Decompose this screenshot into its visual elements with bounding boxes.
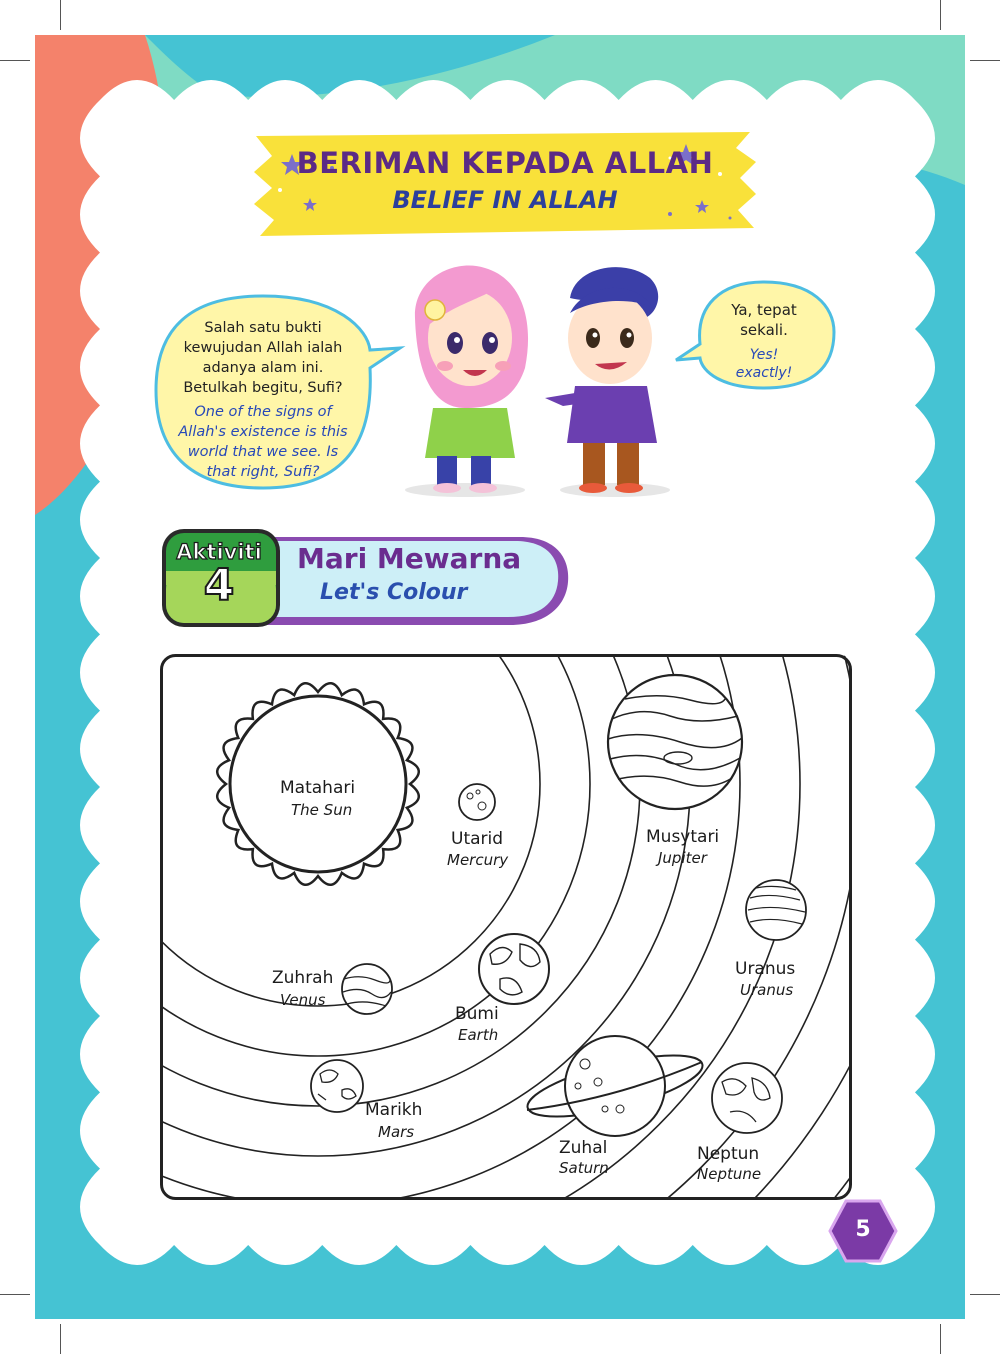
title-banner [250, 128, 760, 240]
mars-label-english: Mars [378, 1123, 415, 1141]
saturn-label-english: Saturn [559, 1159, 609, 1177]
venus-label: Zuhrah [272, 968, 334, 988]
mars-label: Marikh [365, 1100, 423, 1120]
earth-label: Bumi [455, 1004, 499, 1024]
speech-right-english: Yes! exactly! [735, 347, 793, 381]
page-number: 5 [855, 1217, 871, 1242]
jupiter-label-english: Jupiter [658, 849, 707, 867]
jupiter-label: Musytari [646, 827, 720, 847]
children-illustration [395, 258, 685, 503]
uranus-label-english: Uranus [740, 981, 794, 999]
page-subtitle: BELIEF IN ALLAH [392, 186, 618, 214]
sun-label: Matahari [280, 778, 356, 798]
neptune-label: Neptun [697, 1144, 760, 1164]
mercury-label: Utarid [451, 829, 504, 849]
speech-left-english: One of the signs of Allah's existence is this world that we see. Is that right, Sufi? [178, 404, 348, 480]
uranus-label: Uranus [735, 959, 796, 979]
venus-label-english: Venus [280, 991, 326, 1009]
activity-subtitle: Let's Colour [320, 580, 468, 605]
activity-title: Mari Mewarna [297, 542, 522, 575]
earth-label-english: Earth [458, 1026, 499, 1044]
activity-label: Aktiviti [176, 540, 262, 564]
page-title: BERIMAN KEPADA ALLAH [296, 146, 714, 180]
speech-right-malay: Ya, tepat sekali. [731, 301, 797, 339]
activity-number: 4 [203, 560, 235, 611]
mercury-label-english: Mercury [447, 851, 509, 869]
solar-system-illustration [160, 654, 852, 1200]
neptune-label-english: Neptune [697, 1165, 762, 1183]
saturn-label: Zuhal [559, 1138, 608, 1158]
speech-left-malay: Salah satu bukti kewujudan Allah ialah adanya alam ini. Betulkah begitu, Sufi? [183, 320, 343, 396]
sun-label-english: The Sun [291, 801, 353, 819]
